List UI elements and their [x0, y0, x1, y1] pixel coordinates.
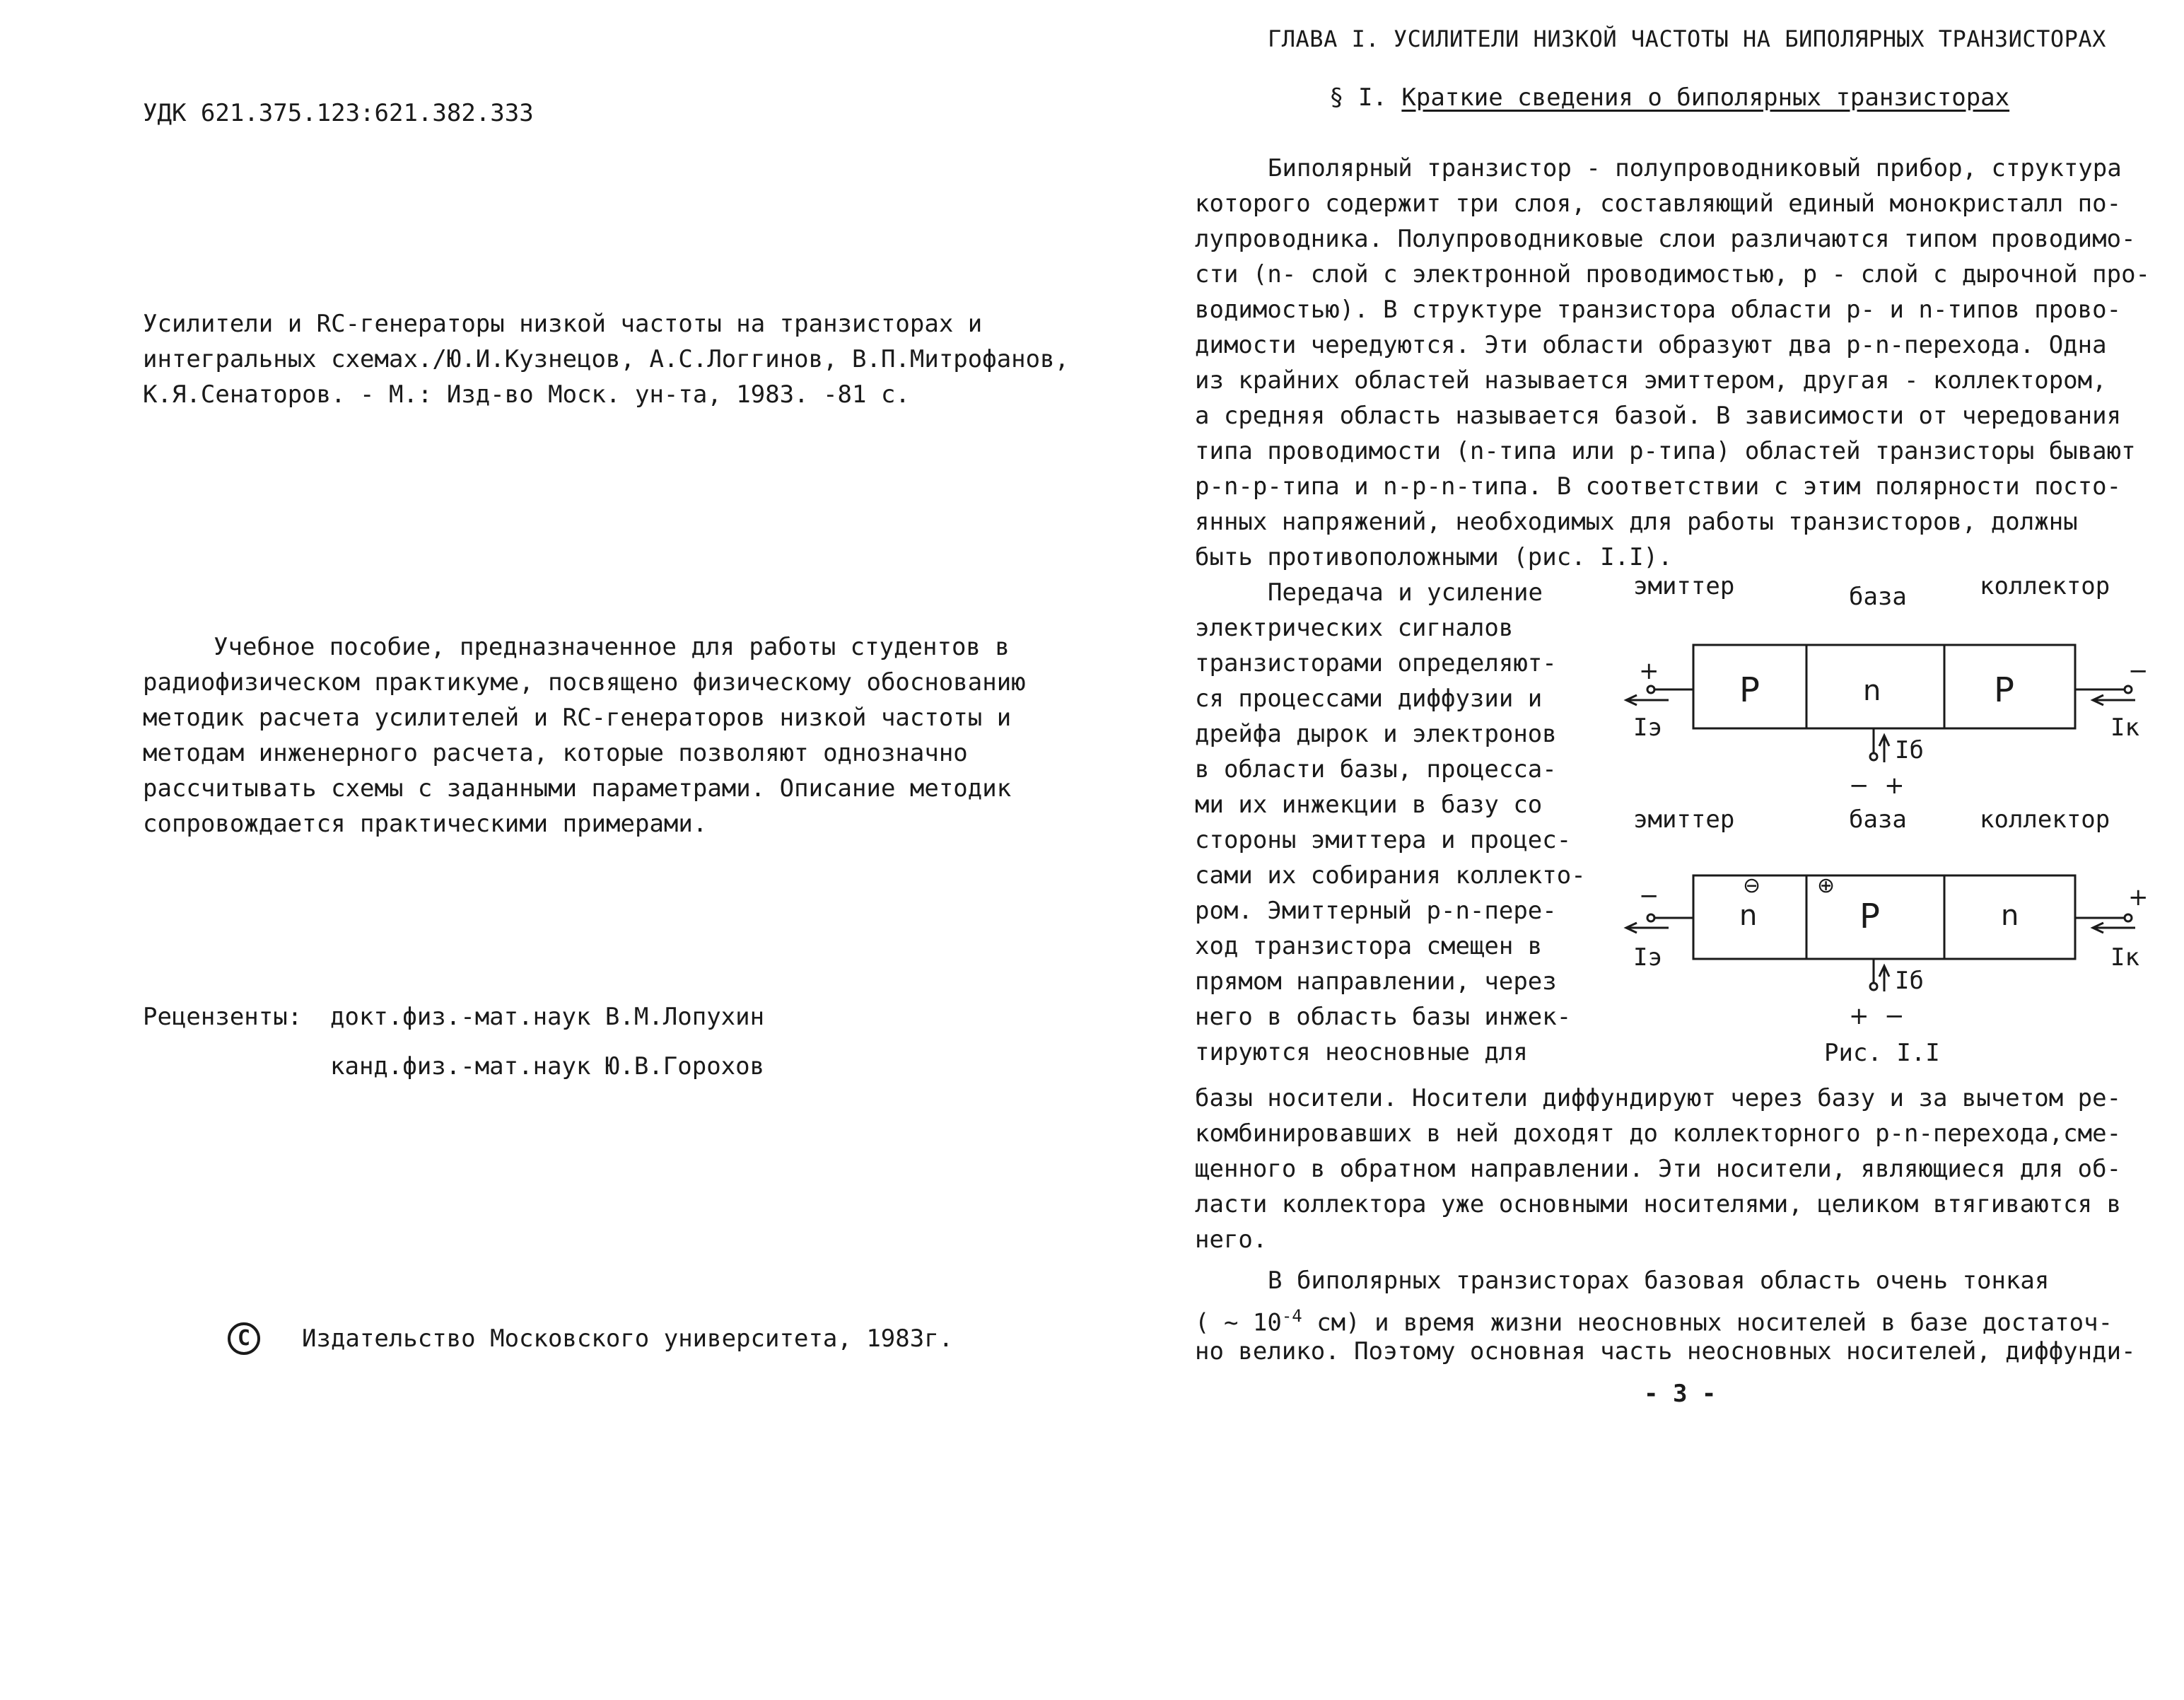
text-line: типа проводимости (n-типа или p-типа) областей транзисторы бывают	[1195, 437, 2136, 465]
text-line: ся процессами диффузии и	[1195, 685, 1543, 713]
text-line: быть противоположными (рис. I.I).	[1195, 543, 1673, 571]
base-polarity: − +	[1849, 772, 1905, 800]
ik-label: Iк	[2110, 714, 2139, 742]
text-line: Передача и усиление	[1268, 578, 1543, 607]
ie-label: Iэ	[1633, 943, 1662, 972]
text-line: В биполярных транзисторах базовая область очень тонкая	[1268, 1267, 2050, 1295]
text-line: него в область базы инжек-	[1195, 1003, 1572, 1031]
hole-icon: ⊕	[1817, 873, 1835, 898]
ib-label: Iб	[1895, 736, 1924, 764]
text-line: в области базы, процесса-	[1195, 755, 1557, 784]
text-line: щенного в обратном направлении. Эти носители, являющиеся для об-	[1195, 1155, 2122, 1183]
base-label: база	[1849, 805, 1907, 834]
text-line: комбинировавших в ней доходят до коллекторного p-n-перехода,сме-	[1195, 1119, 2122, 1148]
region-label: n	[2001, 900, 2019, 932]
text-line: ласти коллектора уже основными носителями, целиком втягиваются в	[1195, 1190, 2122, 1218]
annotation-line: методик расчета усилителей и RC-генераторов низкой частоты и	[143, 704, 1012, 732]
bibliography-line: Усилители и RC-генераторы низкой частоты на транзисторах и	[143, 310, 983, 338]
region-label: n	[1739, 900, 1758, 932]
region-label: P	[1859, 897, 1880, 936]
udk-code: УДК 621.375.123:621.382.333	[143, 99, 534, 127]
region-label: P	[1994, 670, 2014, 710]
annotation-line: радиофизическом практикуме, посвящено физическому обоснованию	[143, 668, 1026, 697]
text-line: лупроводника. Полупроводниковые слои различаются типом проводимо-	[1195, 225, 2136, 253]
text-line: базы носители. Носители диффундируют через базу и за вычетом ре-	[1195, 1084, 2122, 1112]
text-line: дрейфа дырок и электронов	[1195, 720, 1557, 748]
text-line: сти (n- слой с электронной проводимостью, p - слой с дырочной про-	[1195, 260, 2151, 289]
terminal-icon	[2125, 914, 2132, 921]
text-line: водимостью). В структуре транзистора области p- и n-типов прово-	[1195, 296, 2122, 324]
text-line: прямом направлении, через	[1195, 967, 1557, 996]
reviewers-label: Рецензенты:	[143, 1003, 303, 1031]
annotation-line: методам инженерного расчета, которые позволяют однозначно	[143, 739, 968, 767]
reviewer-name: докт.физ.-мат.наук В.М.Лопухин	[330, 1003, 765, 1031]
text-line: стороны эмиттера и процес-	[1195, 826, 1572, 854]
transistor-diagram	[1612, 566, 2178, 1089]
text-line: ром. Эмиттерный p-n-пере-	[1195, 897, 1557, 925]
polarity-sign: +	[2128, 883, 2149, 912]
reviewer-name: канд.физ.-мат.наук Ю.В.Горохов	[330, 1052, 765, 1081]
text-line: p-n-p-типа и n-p-n-типа. В соответствии с этим полярности посто-	[1195, 472, 2122, 501]
text-line: но велико. Поэтому основная часть неосновных носителей, диффунди-	[1195, 1337, 2136, 1366]
copyright-icon: C	[228, 1322, 260, 1355]
text-line: электрических сигналов	[1195, 614, 1514, 642]
terminal-icon	[1647, 914, 1654, 921]
ie-label: Iэ	[1633, 714, 1662, 742]
terminal-icon	[2125, 686, 2132, 693]
text-line: Биполярный транзистор - полупроводниковый прибор, структура	[1268, 154, 2122, 182]
bibliography-line: К.Я.Сенаторов. - М.: Изд-во Моск. ун-та, 1983. -81 с.	[143, 380, 910, 409]
text-line: димости чередуются. Эти области образуют два p-n-перехода. Одна	[1195, 331, 2107, 359]
bibliography-line: интегральных схемах./Ю.И.Кузнецов, А.С.Логгинов, В.П.Митрофанов,	[143, 345, 1070, 373]
text-line: янных напряжений, необходимых для работы транзисторов, должны	[1195, 508, 2078, 536]
text-line: из крайних областей называется эмиттером, другая - коллектором,	[1195, 366, 2107, 395]
electron-icon: ⊖	[1743, 873, 1761, 898]
text-line: сами их собирания коллекто-	[1195, 861, 1586, 890]
figure-caption: Рис. I.I	[1824, 1039, 1940, 1067]
polarity-sign: +	[1639, 657, 1659, 685]
annotation-line: сопровождается практическими примерами.	[143, 810, 708, 838]
region-label: P	[1739, 670, 1760, 710]
ib-label: Iб	[1895, 967, 1924, 995]
text-line: него.	[1195, 1225, 1268, 1254]
collector-label: коллектор	[1980, 805, 2110, 834]
text-line: а средняя область называется базой. В зависимости от чередования	[1195, 402, 2122, 430]
exponent: -4	[1281, 1306, 1302, 1326]
polarity-sign: −	[2128, 657, 2149, 685]
page-number: - 3 -	[1644, 1380, 1717, 1408]
section-heading	[1329, 80, 2009, 115]
copyright-text: Издательство Московского университета, 1983г.	[302, 1325, 954, 1353]
text-span: см) и время жизни неосновных носителей в базе достаточ-	[1302, 1308, 2113, 1337]
polarity-sign: −	[1639, 882, 1659, 910]
base-label: база	[1849, 583, 1907, 611]
text-line: ми их инжекции в базу со	[1195, 791, 1543, 819]
section-title: Краткие сведения о биполярных транзисторах	[1401, 83, 2010, 112]
terminal-icon	[1870, 753, 1877, 760]
approx-value: ( ~ 10	[1195, 1308, 1282, 1337]
text-line: транзисторами определяют-	[1195, 649, 1557, 677]
terminal-icon	[1647, 686, 1654, 693]
text-line: которого содержит три слоя, составляющий единый монокристалл по-	[1195, 190, 2122, 218]
region-label: n	[1863, 675, 1881, 707]
annotation-line: рассчитывать схемы с заданными параметрами. Описание методик	[143, 774, 1012, 803]
text-line: ход транзистора смещен в	[1195, 932, 1543, 960]
annotation-line: Учебное пособие, предназначенное для работы студентов в	[214, 633, 1010, 661]
terminal-icon	[1870, 983, 1877, 990]
emitter-label: эмиттер	[1633, 572, 1735, 600]
emitter-label: эмиттер	[1633, 805, 1735, 834]
collector-label: коллектор	[1980, 572, 2110, 600]
base-polarity: + −	[1849, 1002, 1905, 1030]
ik-label: Iк	[2110, 943, 2139, 972]
text-line: тируются неосновные для	[1195, 1038, 1528, 1066]
chapter-title: ГЛАВА I. УСИЛИТЕЛИ НИЗКОЙ ЧАСТОТЫ НА БИПОЛЯРНЫХ ТРАНЗИСТОРАХ	[1268, 25, 2106, 52]
section-mark: § I.	[1329, 83, 1387, 112]
